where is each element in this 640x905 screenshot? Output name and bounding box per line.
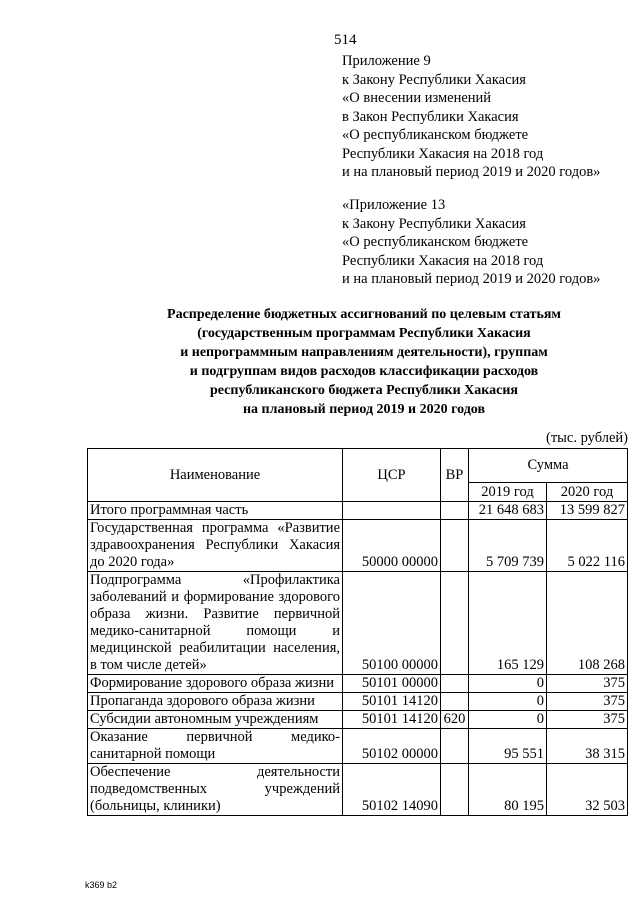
row-2020: 5 022 116 [547,520,628,572]
table-row [88,729,628,764]
row-csr: 50102 00000 [343,729,441,764]
appendix-13-line: Республики Хакасия на 2018 год [342,252,544,269]
row-vr [441,520,469,572]
row-2019: 0 [469,693,547,711]
row-vr [441,764,469,816]
row-name: Субсидии автономным учреждениям [88,711,343,729]
appendix-9-line: «О внесении изменений [342,90,492,106]
header-2019: 2019 год [469,483,547,502]
row-vr [441,729,469,764]
header-csr: ЦСР [343,449,441,502]
appendix-9-line: и на плановый период 2019 и 2020 годов» [342,164,601,180]
unit-label: (тыс. рублей) [546,430,628,446]
footer-code: k369 b2 [85,880,118,890]
title-line: и непрограммным направлениям деятельности), группам [180,345,548,360]
appendix-13-line: «О республиканском бюджете [342,234,529,250]
appendix-9-line: в Закон Республики Хакасия [342,108,519,125]
table-row [88,693,628,711]
row-2020: 375 [547,693,628,711]
header-2020: 2020 год [547,483,628,502]
appendix-9-line: «О республиканском бюджете [342,127,529,143]
row-2020: 375 [547,711,628,729]
row-name: Подпрограмма «Профилактика заболеваний и формирование здорового образа жизни. Развитие первичной медико-санитарной помощи и медицинской реабилитации населения, в том числе детей» [88,572,343,675]
row-name: Пропаганда здорового образа жизни [88,693,343,711]
header-vr: ВР [441,449,469,502]
row-2019: 165 129 [469,572,547,675]
appendix-13-line: «Приложение 13 [342,197,446,213]
row-csr: 50000 00000 [343,520,441,572]
row-2020: 13 599 827 [547,502,628,520]
row-csr: 50101 14120 [343,693,441,711]
row-2019: 0 [469,711,547,729]
table-row [88,520,628,572]
appendix-9-line: Республики Хакасия на 2018 год [342,145,544,162]
table-row [88,764,628,816]
appendix-9-line: к Закону Республики Хакасия [342,71,526,88]
row-2019: 0 [469,675,547,693]
row-csr: 50101 00000 [343,675,441,693]
document-title [80,305,640,419]
row-vr: 620 [441,711,469,729]
title-line: (государственным программам Республики Хакасия [197,326,531,341]
row-name: Оказание первичной медико-санитарной помощи [88,729,343,764]
row-2020: 375 [547,675,628,693]
appendix-13-line: и на плановый период 2019 и 2020 годов» [342,271,601,287]
row-vr [441,572,469,675]
budget-table [87,448,628,816]
row-2020: 38 315 [547,729,628,764]
page-number: 514 [334,32,357,48]
row-vr [441,502,469,520]
table-row [88,502,628,520]
row-name: Итого программная часть [88,502,343,520]
title-line: Распределение бюджетных ассигнований по целевым статьям [167,307,561,322]
row-csr: 50102 14090 [343,764,441,816]
row-2020: 108 268 [547,572,628,675]
table-row [88,572,628,675]
row-name: Обеспечение деятельности подведомственных учреждений (больницы, клиники) [88,764,343,816]
row-vr [441,693,469,711]
row-csr: 50100 00000 [343,572,441,675]
row-2019: 80 195 [469,764,547,816]
row-2019: 95 551 [469,729,547,764]
table-row [88,711,628,729]
row-csr: 50101 14120 [343,711,441,729]
appendix-9-line: Приложение 9 [342,53,431,69]
header-name: Наименование [88,449,343,502]
appendix-13-line: к Закону Республики Хакасия [342,215,526,232]
title-line: и подгруппам видов расходов классификации расходов [189,364,539,379]
row-vr [441,675,469,693]
title-line: на плановый период 2019 и 2020 годов [242,402,486,417]
row-csr [343,502,441,520]
row-2020: 32 503 [547,764,628,816]
table-row [88,675,628,693]
appendix-13-header [342,196,600,289]
header-sum: Сумма [469,449,628,483]
row-2019: 5 709 739 [469,520,547,572]
title-line: республиканского бюджета Республики Хакасия [210,383,518,398]
row-name: Формирование здорового образа жизни [88,675,343,693]
row-name: Государственная программа «Развитие здравоохранения Республики Хакасия до 2020 года» [88,520,343,572]
appendix-9-header [342,52,600,182]
row-2019: 21 648 683 [469,502,547,520]
